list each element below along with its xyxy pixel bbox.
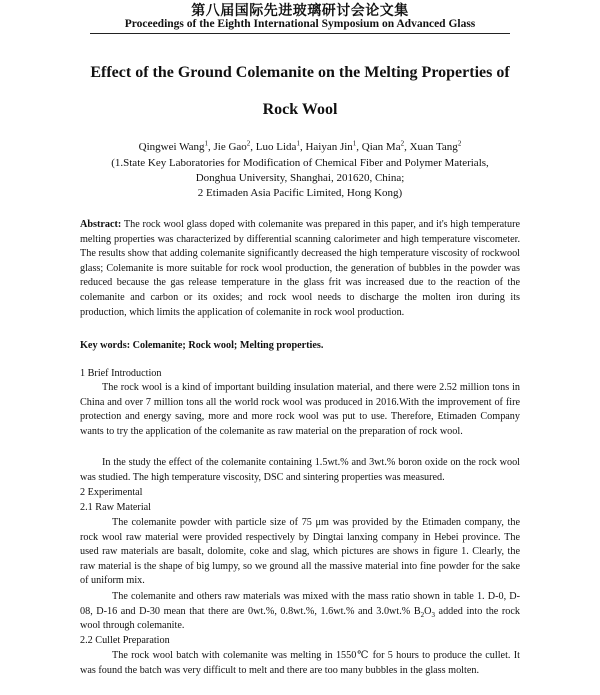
- affiliation-1-line2: Donghua University, Shanghai, 201620, China;: [195, 172, 405, 184]
- author-name: Xuan Tang: [409, 141, 458, 153]
- author-affil-mark: 1: [204, 139, 208, 148]
- paper-title-line1: Effect of the Ground Colemanite on the Melting Properties of: [90, 64, 510, 81]
- section-1-paragraph-1: The rock wool is a kind of important building insulation material, and there were 2.52 million tons in China and over 7 million tons all the world rock wool was produced in 2016.With the improvement of fire protection and energy saving, more and more rock wool was put to use. Therefore, Etimaden Company wants to try the application of the colemanite as raw material on the preparation of rock wool.: [80, 382, 520, 437]
- author-name: Qingwei Wang: [138, 141, 205, 153]
- author-list: Qingwei Wang$^1$, Jie Gao$^2$, Luo Lida$^1$, Haiyan Jin$^1$, Qian Ma$^2$, Xuan Tang$^2$: [138, 139, 462, 153]
- paper-title-line2: Rock Wool: [262, 101, 338, 118]
- abstract-label: Abstract:: [80, 219, 122, 230]
- section-2-1-paragraph-1: The colemanite powder with particle size of 75 μm was provided by the Etimaden company, the rock wool raw material were provided respectively by Dingtai lanxing company in Hebei province. The used raw materials are basalt, dolomite, coke and slag, which pictures are shows in figure 1. Clearly, the raw material is the shape of big lumpy, so we ground all the massive material into fine powder for the sake of uniform mix.: [80, 517, 520, 587]
- author-affil-mark: 2: [457, 139, 462, 148]
- section-2-2-heading: 2.2 Cullet Preparation: [80, 635, 170, 646]
- abstract-text: The rock wool glass doped with colemanite was prepared in this paper, and it's high temperature melting properties was characterized by differential scanning calorimeter and high temperature viscometer. The results show that adding colemanite significantly decreased the high temperature viscosity of rockwool glass; Colemanite is more suitable for rock wool production, the generation of bubbles in the powder was reduced because the gas release temperature in the glass frit was increased due to the reaction of the colemanite and carbon or its oxides; and rock wool needs to discharge the molten iron during its production, which limits the application of colemanite in rock wool production.: [80, 219, 520, 318]
- section-2-1-heading: 2.1 Raw Material: [80, 502, 152, 513]
- abstract: [80, 218, 520, 320]
- section-2-1-paragraph-2: [80, 590, 520, 634]
- affiliation-1-line1: (1.State Key Laboratories for Modification of Chemical Fiber and Polymer Materials,: [111, 157, 489, 169]
- affiliation-2: 2 Etimaden Asia Pacific Limited, Hong Kong): [197, 187, 403, 199]
- author-affil-mark: 2: [246, 139, 251, 148]
- section-1-paragraph-2: In the study the effect of the colemanite containing 1.5wt.% and 3wt.% boron oxide on the rock wool was studied. The high temperature viscosity, DSC and sintering properties was measured.: [80, 457, 520, 483]
- author-affil-mark: 1: [296, 139, 300, 148]
- section-2-heading: 2 Experimental: [80, 487, 143, 498]
- paragraph-text: O: [424, 605, 432, 617]
- author-affil-mark: 2: [400, 139, 405, 148]
- proceedings-title-chinese: 第八届国际先进玻璃研讨会论文集: [191, 3, 409, 19]
- author-name: Luo Lida: [255, 141, 297, 153]
- header-rule: [90, 33, 510, 34]
- subscript: 3: [431, 610, 435, 619]
- author-affil-mark: 1: [352, 139, 357, 148]
- keywords: Key words: Colemanite; Rock wool; Melting properties.: [80, 340, 324, 351]
- author-name: Jie Gao: [213, 141, 247, 153]
- author-name: Qian Ma: [361, 141, 401, 153]
- subscript: 2: [420, 610, 425, 619]
- paragraph-text: The colemanite and others raw materials was mixed with the mass ratio shown in table 1. D-0, D-08, D-16 and D-30 mean that there are 0wt.%, 0.8wt.%, 1.6wt.% and 3.0wt.% B: [80, 591, 520, 617]
- section-2-2-paragraph-1: The rock wool batch with colemanite was melting in 1550℃ for 5 hours to produce the cullet. It was found the batch was very difficult to melt and there are too many bubbles in the glass molten.: [80, 650, 520, 676]
- author-name: Haiyan Jin: [305, 141, 353, 153]
- section-1-heading: 1 Brief Introduction: [80, 368, 162, 379]
- paragraph-text: added into the rock wool through colemanite.: [80, 605, 520, 632]
- proceedings-title-english: Proceedings of the Eighth International Symposium on Advanced Glass: [124, 18, 476, 30]
